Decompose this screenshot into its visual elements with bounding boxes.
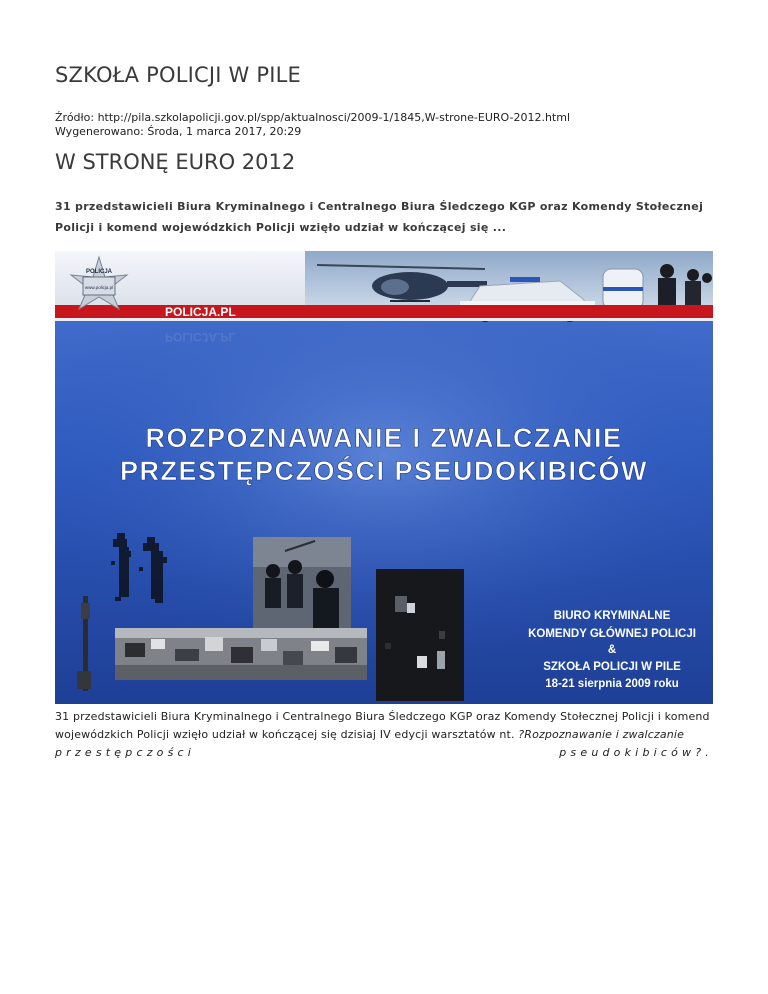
generated-date: Wygenerowano: Środa, 1 marca 2017, 20:29 bbox=[55, 125, 302, 138]
logo-url-text: www.policja.pl bbox=[84, 285, 114, 290]
org-line-4: SZKOŁA POLICJI W PILE bbox=[543, 661, 681, 673]
pixelated-banner-strip bbox=[115, 628, 367, 680]
article-body bbox=[55, 708, 713, 762]
body-line-2-italic: ?Rozpoznawanie i zwalczanie bbox=[518, 728, 685, 741]
org-line-3: & bbox=[607, 644, 617, 656]
header-red-stripe bbox=[55, 305, 713, 318]
body-line-3-left: przestępczości bbox=[55, 746, 196, 759]
banner-headline-line-1: ROZPOZNAWANIE I ZWALCZANIE bbox=[145, 423, 623, 453]
body-line-3 bbox=[55, 744, 713, 762]
org-line-1: BIURO KRYMINALNE bbox=[553, 610, 671, 622]
body-line-3-right: pseudokibiców?. bbox=[559, 746, 713, 759]
riot-police-photo bbox=[253, 537, 351, 637]
logo-top-text: POLICJA bbox=[85, 269, 113, 275]
body-line-2 bbox=[55, 726, 713, 744]
lead-line-1: 31 przedstawicieli Biura Kryminalnego i Centralnego Biura Śledczego KGP oraz Komendy Stołecznej bbox=[55, 200, 704, 213]
brand-reflection: POLICJA.PL bbox=[165, 330, 236, 344]
org-line-2: KOMENDY GŁÓWNEJ POLICJI bbox=[528, 628, 696, 640]
org-line-5: 18-21 sierpnia 2009 roku bbox=[545, 678, 679, 690]
document-meta bbox=[55, 111, 570, 139]
source-url[interactable]: Źródło: http://pila.szkolapolicji.gov.pl/spp/aktualnosci/2009-1/1845,W-strone-EURO-2012.html bbox=[55, 111, 571, 124]
pixelated-crowd-photo bbox=[376, 569, 464, 701]
brand-text: POLICJA.PL bbox=[165, 305, 236, 319]
article-banner-image bbox=[55, 251, 713, 704]
article-lead bbox=[55, 196, 717, 238]
banner-headline-line-2: PRZESTĘPCZOŚCI PSEUDOKIBICÓW bbox=[119, 456, 649, 486]
body-line-1: 31 przedstawicieli Biura Kryminalnego i Centralnego Biura Śledczego KGP oraz Komendy Stołecznej Policji i komend bbox=[55, 710, 710, 723]
site-title: SZKOŁA POLICJI W PILE bbox=[55, 63, 301, 87]
lead-line-2: Policji i komend wojewódzkich Policji wzięło udział w kończącej się ... bbox=[55, 221, 507, 234]
body-line-2-text: wojewódzkich Policji wzięło udział w kończącej się dzisiaj IV edycji warsztatów nt. bbox=[55, 728, 519, 741]
article-title: W STRONĘ EURO 2012 bbox=[55, 150, 296, 174]
